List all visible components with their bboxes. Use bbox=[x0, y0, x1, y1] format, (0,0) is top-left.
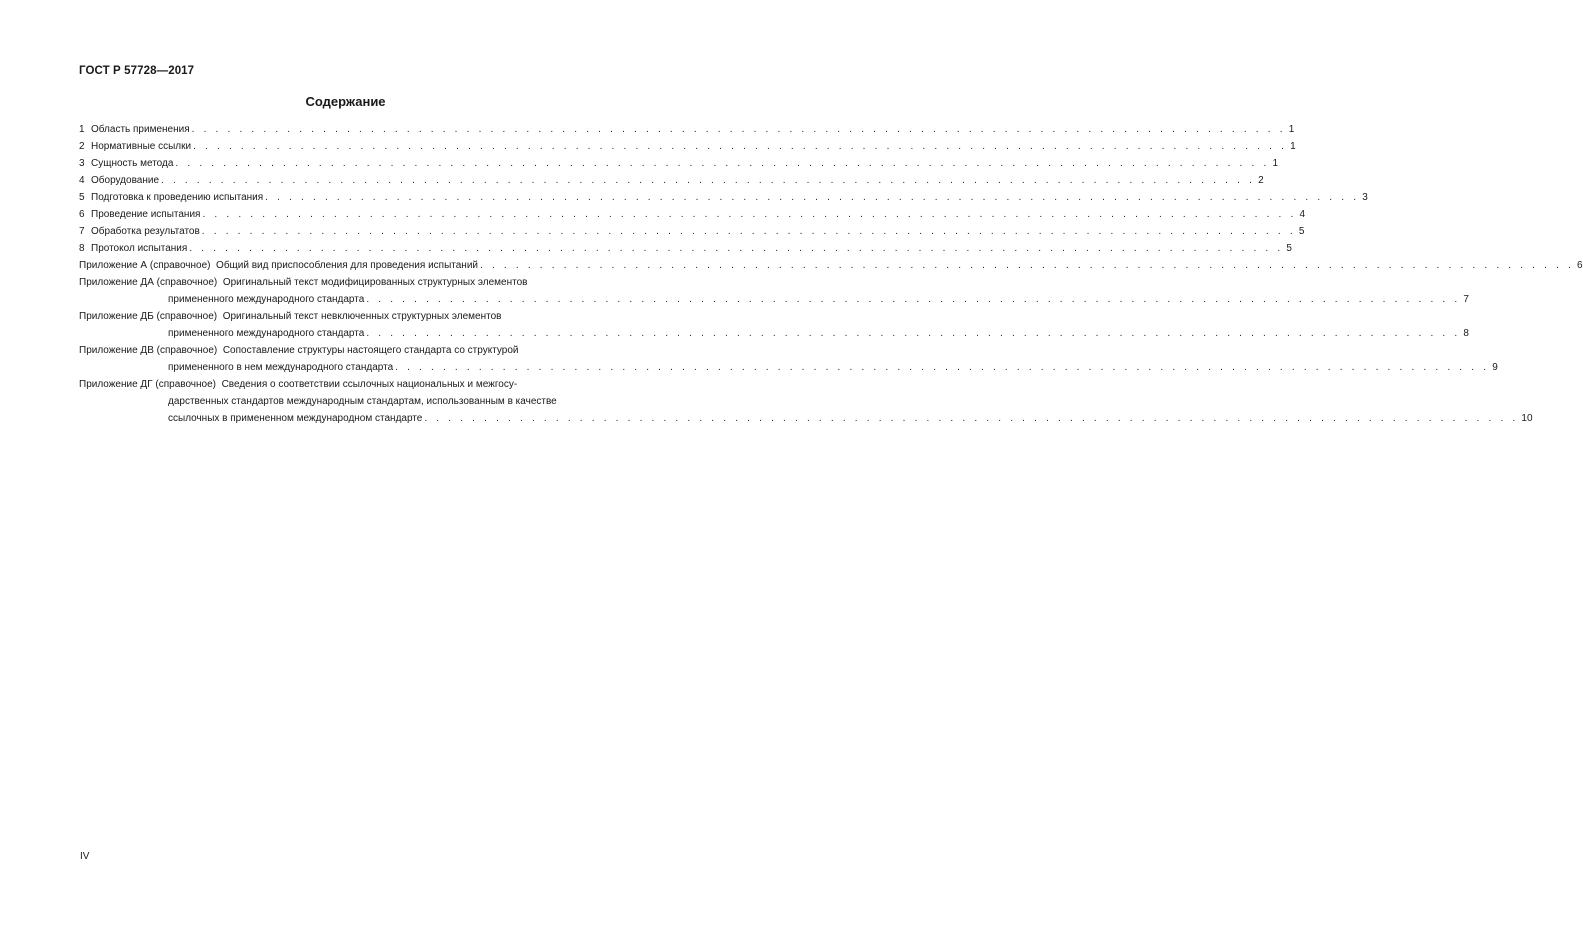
toc-entry[interactable] bbox=[79, 206, 1306, 223]
toc-entry-number: 4 bbox=[79, 175, 85, 186]
toc-entry-number: 3 bbox=[79, 158, 85, 169]
toc-entry-page: 1 bbox=[1288, 124, 1295, 135]
toc-entry-number: 7 bbox=[79, 226, 85, 237]
toc-entry-page: 5 bbox=[1298, 226, 1305, 237]
toc-entry-number: 6 bbox=[79, 209, 85, 220]
toc-appendix-db[interactable] bbox=[79, 308, 1469, 342]
dot-leader: . . . . . . . . . . . . . . . . . . . . . . . . . . . . . . . . . . . . . . . . . . . . . . . . . . . . . . . . . . . . . . . . . . . . . . . . . . . . . . . . . . . . . . . . . . . . bbox=[161, 175, 1256, 186]
dot-leader: . . . . . . . . . . . . . . . . . . . . . . . . . . . . . . . . . . . . . . . . . . . . . . . . . . . . . . . . . . . . . . . . . . . . . . . . . . . . . . . . . . . . . . . . . . . . bbox=[366, 328, 1461, 339]
appendix-prefix: Приложение ДА (справочное) bbox=[79, 277, 218, 288]
toc-entry-page: 1 bbox=[1272, 158, 1279, 169]
appendix-title-line: примененного международного стандарта bbox=[168, 294, 365, 305]
toc-entry-number: 8 bbox=[79, 243, 85, 254]
toc-entry[interactable] bbox=[79, 155, 1279, 172]
dot-leader: . . . . . . . . . . . . . . . . . . . . . . . . . . . . . . . . . . . . . . . . . . . . . . . . . . . . . . . . . . . . . . . . . . . . . . . . . . . . . . . . . . . . . . . . . . . . bbox=[201, 226, 1296, 237]
toc-entry[interactable] bbox=[79, 172, 1264, 189]
toc-appendix-a[interactable] bbox=[79, 257, 1583, 274]
appendix-title-line: Оригинальный текст невключенных структурных элементов bbox=[222, 311, 502, 322]
toc-entry-title: Сущность метода bbox=[91, 158, 174, 169]
toc-entry[interactable] bbox=[79, 189, 1368, 206]
toc-appendix-dg[interactable] bbox=[79, 376, 1533, 427]
toc-entry-page: 10 bbox=[1521, 413, 1533, 424]
toc-entry[interactable] bbox=[79, 240, 1292, 257]
appendix-prefix: Приложение ДВ (справочное) bbox=[79, 345, 218, 356]
toc-entry-title: Область применения bbox=[91, 124, 190, 135]
appendix-title-line: Общий вид приспособления для проведения испытаний bbox=[216, 260, 478, 271]
appendix-title-line: примененного международного стандарта bbox=[168, 328, 365, 339]
toc-entry-page: 7 bbox=[1463, 294, 1469, 305]
dot-leader: . . . . . . . . . . . . . . . . . . . . . . . . . . . . . . . . . . . . . . . . . . . . . . . . . . . . . . . . . . . . . . . . . . . . . . . . . . . . . . . . . . . . . . . . . . . . bbox=[480, 260, 1575, 271]
appendix-title-line: ссылочных в примененном международном стандарте bbox=[168, 413, 423, 424]
toc-entry-number: 5 bbox=[79, 192, 85, 203]
appendix-prefix: Приложение ДБ (справочное) bbox=[79, 311, 218, 322]
dot-leader: . . . . . . . . . . . . . . . . . . . . . . . . . . . . . . . . . . . . . . . . . . . . . . . . . . . . . . . . . . . . . . . . . . . . . . . . . . . . . . . . . . . . . . . . . . . . bbox=[189, 243, 1284, 254]
toc-entry-number: 2 bbox=[79, 141, 85, 152]
dot-leader: . . . . . . . . . . . . . . . . . . . . . . . . . . . . . . . . . . . . . . . . . . . . . . . . . . . . . . . . . . . . . . . . . . . . . . . . . . . . . . . . . . . . . . . . . . . . bbox=[424, 413, 1519, 424]
toc-title: Содержание bbox=[305, 94, 386, 109]
appendix-prefix: Приложение ДГ (справочное) bbox=[79, 379, 216, 390]
appendix-title-line: примененного в нем международного стандарта bbox=[168, 362, 394, 373]
toc-entry-title: Протокол испытания bbox=[91, 243, 188, 254]
toc-entry[interactable] bbox=[79, 121, 1295, 138]
dot-leader: . . . . . . . . . . . . . . . . . . . . . . . . . . . . . . . . . . . . . . . . . . . . . . . . . . . . . . . . . . . . . . . . . . . . . . . . . . . . . . . . . . . . . . . . . . . . bbox=[202, 209, 1297, 220]
toc-appendix-dv[interactable] bbox=[79, 342, 1498, 376]
appendix-title-line: дарственных стандартов международным стандартам, использованным в качестве bbox=[168, 396, 557, 407]
table-of-contents bbox=[79, 121, 1583, 427]
toc-entry-page: 1 bbox=[1290, 141, 1296, 152]
toc-entry-page: 3 bbox=[1362, 192, 1368, 203]
appendix-title-line: Оригинальный текст модифицированных структурных элементов bbox=[222, 277, 528, 288]
toc-entry-page: 9 bbox=[1492, 362, 1498, 373]
dot-leader: . . . . . . . . . . . . . . . . . . . . . . . . . . . . . . . . . . . . . . . . . . . . . . . . . . . . . . . . . . . . . . . . . . . . . . . . . . . . . . . . . . . . . . . . . . . . bbox=[265, 192, 1360, 203]
dot-leader: . . . . . . . . . . . . . . . . . . . . . . . . . . . . . . . . . . . . . . . . . . . . . . . . . . . . . . . . . . . . . . . . . . . . . . . . . . . . . . . . . . . . . . . . . . . . bbox=[395, 362, 1490, 373]
dot-leader: . . . . . . . . . . . . . . . . . . . . . . . . . . . . . . . . . . . . . . . . . . . . . . . . . . . . . . . . . . . . . . . . . . . . . . . . . . . . . . . . . . . . . . . . . . . . bbox=[366, 294, 1461, 305]
toc-entry-title: Обработка результатов bbox=[91, 226, 200, 237]
toc-entry-title: Нормативные ссылки bbox=[91, 141, 192, 152]
toc-entry-title: Оборудование bbox=[91, 175, 160, 186]
toc-entry[interactable] bbox=[79, 138, 1296, 155]
page-number: IV bbox=[80, 851, 90, 862]
toc-entry-number: 1 bbox=[79, 124, 85, 135]
toc-entry[interactable] bbox=[79, 223, 1305, 240]
toc-entry-page: 2 bbox=[1258, 175, 1264, 186]
toc-entry-page: 4 bbox=[1299, 209, 1306, 220]
dot-leader: . . . . . . . . . . . . . . . . . . . . . . . . . . . . . . . . . . . . . . . . . . . . . . . . . . . . . . . . . . . . . . . . . . . . . . . . . . . . . . . . . . . . . . . . . . . . bbox=[175, 158, 1270, 169]
dot-leader: . . . . . . . . . . . . . . . . . . . . . . . . . . . . . . . . . . . . . . . . . . . . . . . . . . . . . . . . . . . . . . . . . . . . . . . . . . . . . . . . . . . . . . . . . . . . bbox=[191, 124, 1286, 135]
document-id: ГОСТ Р 57728—2017 bbox=[79, 65, 195, 77]
appendix-prefix: Приложение А (справочное) bbox=[79, 260, 211, 271]
toc-entry-title: Проведение испытания bbox=[91, 209, 201, 220]
toc-appendix-da[interactable] bbox=[79, 274, 1469, 308]
toc-entry-page: 8 bbox=[1463, 328, 1469, 339]
appendix-title-line: Сопоставление структуры настоящего стандарта со структурой bbox=[222, 345, 519, 356]
toc-entry-title: Подготовка к проведению испытания bbox=[91, 192, 264, 203]
toc-entry-page: 5 bbox=[1286, 243, 1292, 254]
dot-leader: . . . . . . . . . . . . . . . . . . . . . . . . . . . . . . . . . . . . . . . . . . . . . . . . . . . . . . . . . . . . . . . . . . . . . . . . . . . . . . . . . . . . . . . . . . . . bbox=[193, 141, 1288, 152]
appendix-title-line: Сведения о соответствии ссылочных национальных и межгосу- bbox=[221, 379, 518, 390]
toc-entry-page: 6 bbox=[1577, 260, 1583, 271]
